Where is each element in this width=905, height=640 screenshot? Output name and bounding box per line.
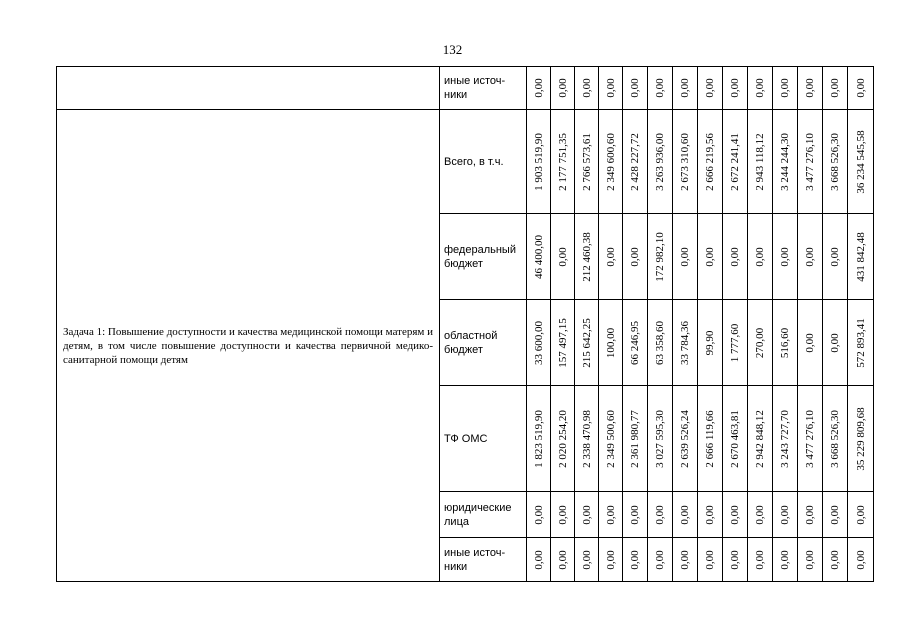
value-text: 0,00 xyxy=(754,549,766,570)
value-text: 0,00 xyxy=(580,504,593,525)
value-text: 2 766 573,61 xyxy=(580,132,593,191)
value-cell xyxy=(823,300,848,386)
value-cell xyxy=(551,538,575,582)
row-label: Всего, в т.ч. xyxy=(440,110,527,214)
value-text: 0,00 xyxy=(556,549,569,570)
value-cell xyxy=(527,67,551,110)
value-text: 0,00 xyxy=(829,332,841,353)
value-text: 2 666 219,56 xyxy=(704,132,716,191)
value-cell xyxy=(673,492,698,538)
value-cell xyxy=(623,110,648,214)
value-cell xyxy=(551,386,575,492)
value-text: 2 943 118,12 xyxy=(754,132,766,191)
value-cell xyxy=(527,538,551,582)
value-cell xyxy=(575,538,599,582)
value-text: 0,00 xyxy=(604,246,617,267)
value-cell xyxy=(748,214,773,300)
value-cell xyxy=(723,110,748,214)
value-cell xyxy=(623,300,648,386)
value-cell xyxy=(748,386,773,492)
value-cell xyxy=(698,492,723,538)
value-text: 0,00 xyxy=(779,246,791,267)
value-cell xyxy=(698,214,723,300)
value-text: 2 672 241,41 xyxy=(729,132,741,191)
value-text: 0,00 xyxy=(729,78,741,98)
value-cell xyxy=(848,214,874,300)
value-cell xyxy=(575,492,599,538)
value-cell xyxy=(848,492,874,538)
value-text: 0,00 xyxy=(804,78,816,98)
value-text: 2 349 500,60 xyxy=(604,409,617,468)
value-text: 0,00 xyxy=(679,549,691,570)
row-label: ТФ ОМС xyxy=(440,386,527,492)
value-text: 0,00 xyxy=(829,246,841,267)
value-text: 0,00 xyxy=(556,78,569,98)
value-cell xyxy=(527,300,551,386)
value-cell xyxy=(648,300,673,386)
value-cell xyxy=(527,110,551,214)
value-text: 2 338 470,98 xyxy=(580,409,593,468)
value-cell xyxy=(623,386,648,492)
value-text: 1 823 519,90 xyxy=(532,409,545,468)
value-text: 0,00 xyxy=(754,78,766,98)
value-text: 0,00 xyxy=(654,549,666,570)
value-cell xyxy=(848,386,874,492)
value-text: 3 668 526,30 xyxy=(829,409,841,468)
value-cell xyxy=(599,492,623,538)
value-cell xyxy=(599,300,623,386)
value-text: 0,00 xyxy=(604,549,617,570)
value-cell xyxy=(599,67,623,110)
value-text: 0,00 xyxy=(704,78,716,98)
value-text: 3 668 526,30 xyxy=(829,132,841,191)
value-cell xyxy=(527,492,551,538)
value-text: 2 673 310,60 xyxy=(679,132,691,191)
row-label: областной бюджет xyxy=(440,300,527,386)
value-text: 516,60 xyxy=(779,327,791,358)
value-cell xyxy=(623,538,648,582)
value-text: 0,00 xyxy=(829,504,841,525)
value-text: 0,00 xyxy=(854,549,867,570)
row-label: юридические лица xyxy=(440,492,527,538)
value-cell xyxy=(798,538,823,582)
task-title: Задача 1: Повышение доступности и качества медицинской помощи матерям и детям, в том числе повышение доступности и качества первичной медико-санитарной помощи детям xyxy=(57,110,440,582)
value-text: 0,00 xyxy=(532,78,545,98)
value-text: 212 460,38 xyxy=(580,231,593,282)
value-text: 0,00 xyxy=(556,504,569,525)
value-text: 33 784,36 xyxy=(679,320,691,365)
value-cell xyxy=(599,386,623,492)
value-cell xyxy=(673,538,698,582)
value-text: 0,00 xyxy=(829,78,841,98)
value-text: 157 497,15 xyxy=(556,317,569,368)
value-cell xyxy=(848,538,874,582)
value-cell xyxy=(823,214,848,300)
value-cell xyxy=(575,300,599,386)
value-cell xyxy=(773,492,798,538)
value-cell xyxy=(823,67,848,110)
value-text: 0,00 xyxy=(779,78,791,98)
value-cell xyxy=(798,67,823,110)
value-text: 0,00 xyxy=(654,504,666,525)
value-text: 0,00 xyxy=(604,504,617,525)
value-cell xyxy=(798,300,823,386)
value-text: 0,00 xyxy=(804,504,816,525)
value-cell xyxy=(673,214,698,300)
value-text: 66 246,95 xyxy=(629,320,641,365)
value-text: 270,00 xyxy=(754,327,766,358)
value-cell xyxy=(673,300,698,386)
value-cell xyxy=(823,538,848,582)
value-text: 2 177 751,35 xyxy=(556,132,569,191)
value-text: 0,00 xyxy=(704,504,716,525)
value-cell xyxy=(623,67,648,110)
table-body xyxy=(57,67,874,582)
value-text: 3 243 727,70 xyxy=(779,409,791,468)
value-text: 0,00 xyxy=(854,504,867,525)
page-number: 132 xyxy=(442,42,463,57)
value-text: 0,00 xyxy=(779,549,791,570)
value-text: 0,00 xyxy=(532,504,545,525)
value-text: 0,00 xyxy=(779,504,791,525)
value-text: 2 666 119,66 xyxy=(704,409,716,468)
value-text: 2 349 600,60 xyxy=(604,132,617,191)
value-cell xyxy=(848,67,874,110)
value-text: 0,00 xyxy=(604,78,617,98)
value-cell xyxy=(848,110,874,214)
value-cell xyxy=(551,214,575,300)
value-text: 0,00 xyxy=(729,246,741,267)
value-cell xyxy=(599,214,623,300)
value-text: 2 942 848,12 xyxy=(754,409,766,468)
value-text: 0,00 xyxy=(754,246,766,267)
value-cell xyxy=(575,386,599,492)
value-cell xyxy=(773,300,798,386)
budget-table xyxy=(56,66,874,582)
value-text: 172 982,10 xyxy=(654,231,666,282)
value-text: 0,00 xyxy=(532,549,545,570)
value-cell xyxy=(527,386,551,492)
value-text: 3 027 595,30 xyxy=(654,409,666,468)
value-text: 0,00 xyxy=(704,246,716,267)
value-cell xyxy=(673,386,698,492)
value-text: 0,00 xyxy=(580,549,593,570)
value-cell xyxy=(673,67,698,110)
value-text: 3 263 936,00 xyxy=(654,132,666,191)
value-cell xyxy=(551,492,575,538)
value-text: 2 020 254,20 xyxy=(556,409,569,468)
value-cell xyxy=(698,538,723,582)
value-cell xyxy=(575,214,599,300)
value-text: 2 670 463,81 xyxy=(729,409,741,468)
prev-task-cell xyxy=(57,67,440,110)
table-row-other-sources-prev xyxy=(57,67,874,110)
value-cell xyxy=(748,492,773,538)
value-text: 0,00 xyxy=(654,78,666,98)
value-cell xyxy=(648,214,673,300)
value-cell xyxy=(575,67,599,110)
value-cell xyxy=(673,110,698,214)
value-cell xyxy=(773,386,798,492)
value-text: 431 842,48 xyxy=(854,231,867,282)
value-text: 0,00 xyxy=(729,549,741,570)
value-cell xyxy=(648,538,673,582)
value-cell xyxy=(773,538,798,582)
value-text: 0,00 xyxy=(729,504,741,525)
value-text: 3 477 276,10 xyxy=(804,409,816,468)
value-cell xyxy=(551,300,575,386)
value-cell xyxy=(599,110,623,214)
value-text: 63 358,60 xyxy=(654,320,666,365)
value-cell xyxy=(698,67,723,110)
value-text: 0,00 xyxy=(679,78,691,98)
value-text: 99,90 xyxy=(704,330,716,355)
value-cell xyxy=(798,110,823,214)
value-text: 100,00 xyxy=(604,327,617,358)
value-cell xyxy=(527,214,551,300)
value-cell xyxy=(698,386,723,492)
table-row-total xyxy=(57,110,874,214)
value-cell xyxy=(698,300,723,386)
value-text: 2 428 227,72 xyxy=(629,132,641,191)
value-text: 2 361 980,77 xyxy=(629,409,641,468)
value-cell xyxy=(648,492,673,538)
value-text: 1 777,60 xyxy=(729,323,741,362)
value-text: 0,00 xyxy=(804,549,816,570)
row-label: иные источ-ники xyxy=(440,538,527,582)
value-cell xyxy=(623,492,648,538)
value-text: 3 477 276,10 xyxy=(804,132,816,191)
value-text: 572 893,41 xyxy=(854,317,867,368)
value-text: 0,00 xyxy=(804,246,816,267)
value-text: 0,00 xyxy=(629,78,641,98)
value-cell xyxy=(773,110,798,214)
value-cell xyxy=(723,386,748,492)
value-cell xyxy=(748,110,773,214)
value-text: 0,00 xyxy=(580,78,593,98)
value-cell xyxy=(551,67,575,110)
value-cell xyxy=(551,110,575,214)
row-label: иные источ-ники xyxy=(440,67,527,110)
value-text: 0,00 xyxy=(629,504,641,525)
value-text: 0,00 xyxy=(804,332,816,353)
value-cell xyxy=(823,492,848,538)
value-cell xyxy=(748,538,773,582)
value-cell xyxy=(823,386,848,492)
value-cell xyxy=(648,386,673,492)
value-cell xyxy=(723,492,748,538)
value-cell xyxy=(599,538,623,582)
value-cell xyxy=(773,67,798,110)
value-text: 36 234 545,58 xyxy=(854,129,867,194)
value-cell xyxy=(848,300,874,386)
value-text: 0,00 xyxy=(556,246,569,267)
value-text: 35 229 809,68 xyxy=(854,406,867,471)
value-cell xyxy=(798,386,823,492)
value-cell xyxy=(798,214,823,300)
value-text: 0,00 xyxy=(679,504,691,525)
value-text: 33 600,00 xyxy=(532,320,545,365)
value-text: 0,00 xyxy=(629,549,641,570)
row-label: федеральный бюджет xyxy=(440,214,527,300)
value-text: 1 903 519,90 xyxy=(532,132,545,191)
value-cell xyxy=(798,492,823,538)
value-text: 0,00 xyxy=(629,246,641,267)
value-cell xyxy=(575,110,599,214)
value-text: 2 639 526,24 xyxy=(679,409,691,468)
value-cell xyxy=(723,538,748,582)
value-cell xyxy=(623,214,648,300)
value-text: 3 244 244,30 xyxy=(779,132,791,191)
value-cell xyxy=(698,110,723,214)
value-cell xyxy=(773,214,798,300)
value-text: 0,00 xyxy=(854,78,867,98)
value-text: 215 642,25 xyxy=(580,317,593,368)
value-text: 0,00 xyxy=(679,246,691,267)
value-text: 46 400,00 xyxy=(532,234,545,279)
value-text: 0,00 xyxy=(704,549,716,570)
value-text: 0,00 xyxy=(829,549,841,570)
value-cell xyxy=(723,214,748,300)
value-cell xyxy=(823,110,848,214)
value-cell xyxy=(723,67,748,110)
value-cell xyxy=(748,300,773,386)
value-cell xyxy=(723,300,748,386)
value-cell xyxy=(648,67,673,110)
value-cell xyxy=(748,67,773,110)
value-cell xyxy=(648,110,673,214)
value-text: 0,00 xyxy=(754,504,766,525)
